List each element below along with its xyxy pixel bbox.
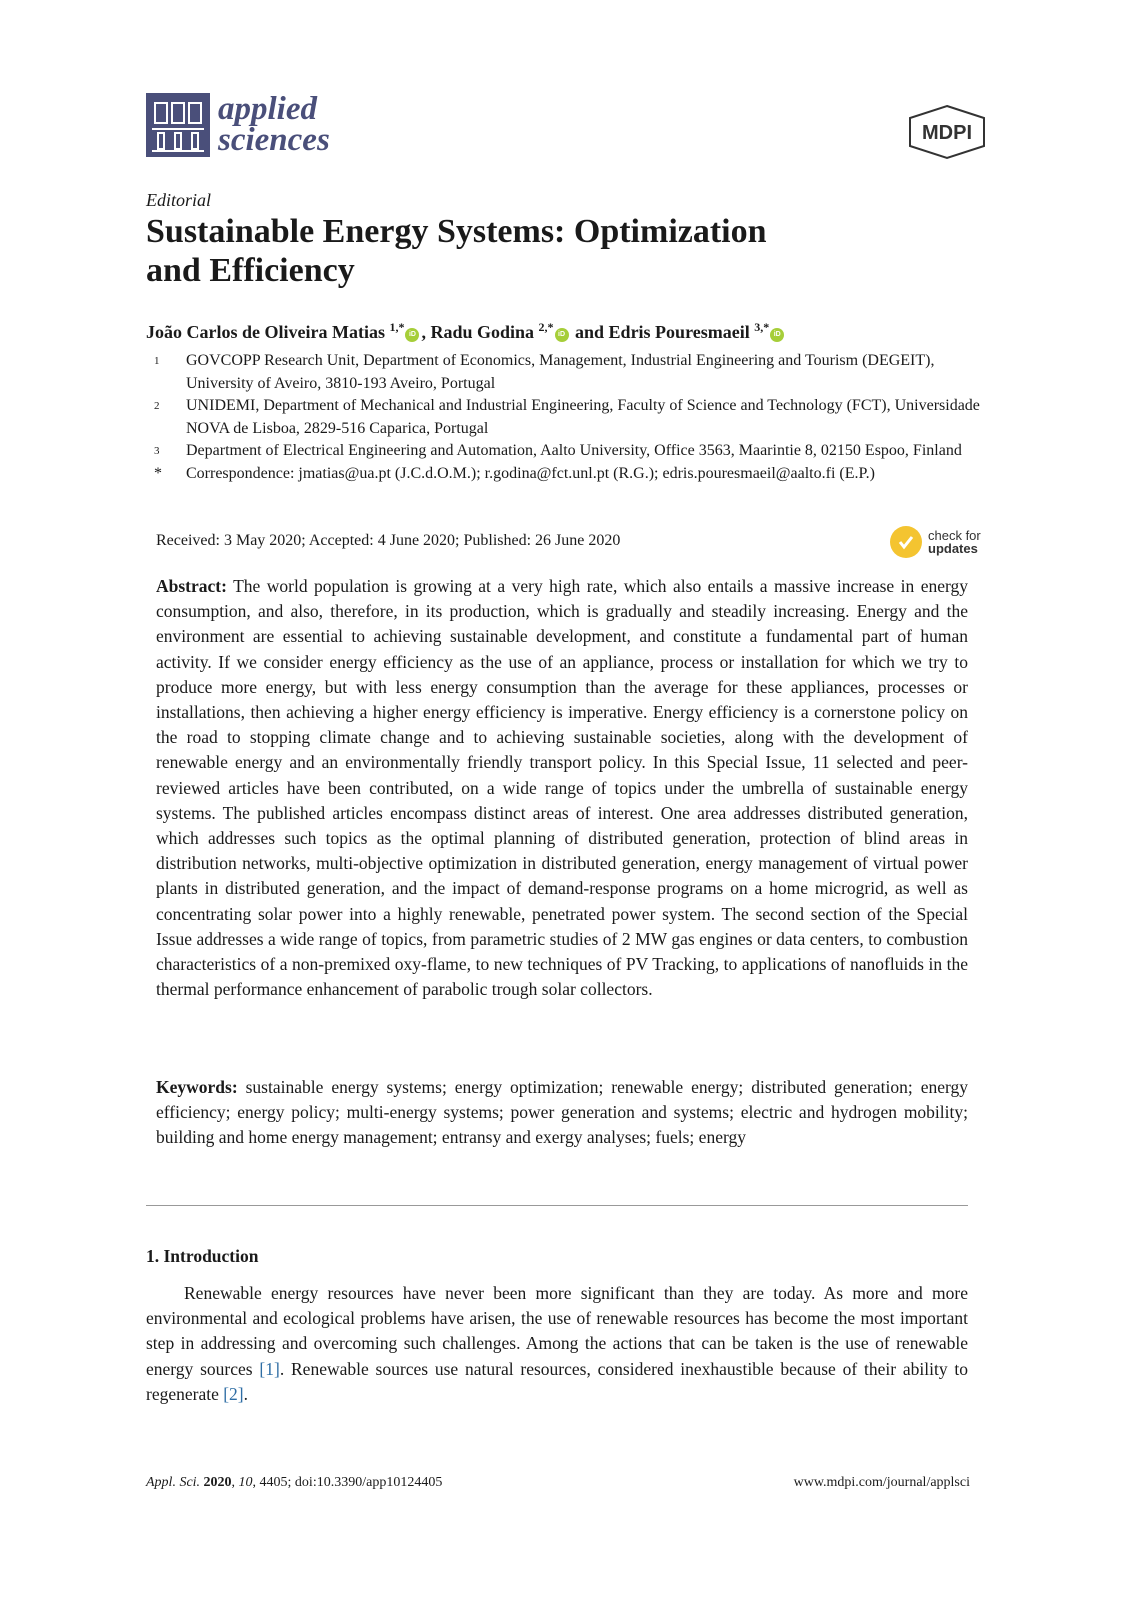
journal-url[interactable]: www.mdpi.com/journal/applsci [793,1475,970,1490]
author-name[interactable]: Edris Pouresmaeil [608,322,750,342]
author-conjunction: and [570,322,609,342]
check-for-updates-badge[interactable] [890,526,981,558]
author-affiliation-mark: 1,* [389,320,405,334]
citation-link[interactable]: [1] [259,1358,280,1379]
section-body [146,1281,968,1407]
author-affiliation-mark: 3,* [754,320,770,334]
abstract-text: The world population is growing at a very high rate, which also entails a massive increase in energy consumption, and also, therefore, in its production, which is gradually and steadily increasing. Energy and the environment are essential to achieving sustainable development, and constitute a fundamental part of human activity. If we consider energy efficiency as the use of an appliance, process or installation for which we try to produce more energy, but with less energy consumption than the average for these appliances, processes or installations, then achieving a higher energy efficiency is imperative. Energy efficiency is a cornerstone policy on the road to stopping climate change and to achieving sustainable societies, along with the development of renewable energy and an environmentally friendly transport policy. In this Special Issue, 11 selected and peer-reviewed articles have been contributed, on a wide range of topics under the umbrella of sustainable energy systems. The published articles encompass distinct areas of interest. One area addresses distributed generation, which addresses such topics as the optimal planning of distributed generation, protection of blind areas in distribution networks, multi-objective optimization in distributed generation, energy management of virtual power plants in distributed generation, and the impact of demand-response programs on a home microgrid, as well as concentrating solar power into a highly renewable, penetrated power system. The second section of the Special Issue addresses a wide range of topics, from parametric studies of 2 MW gas engines or data centers, to combustion characteristics of a non-premixed oxy-flame, to new techniques of PV Tracking, to applications of nanofluids in the thermal performance enhancement of parabolic trough solar collectors. [156,576,969,1000]
abstract [156,574,968,1002]
journal-name-line2: sciences [218,122,330,158]
keywords-text: sustainable energy systems; energy optimization; renewable energy; distributed generation; energy efficiency; energy policy; multi-energy systems; power generation and systems; electric and hydrogen mobility; building and home energy management; entransy and exergy analyses; fuels; energy [156,1077,968,1148]
footer-citation: Appl. Sci. 2020, 10, 4405; doi:10.3390/app10124405 [146,1475,443,1490]
article-title [146,212,906,290]
affiliation-list [154,350,994,485]
body-text: . [243,1383,249,1404]
author-list [146,320,786,343]
journal-mark-icon [146,93,210,157]
keywords [156,1075,968,1151]
updates-badge-text [928,529,981,555]
footer-year: 2020 [203,1475,232,1490]
orcid-icon[interactable]: iD [405,328,419,342]
journal-name-line1: applied [218,91,317,127]
orcid-icon[interactable]: iD [555,328,569,342]
citation-link[interactable]: [2] [223,1383,244,1404]
correspondence-text[interactable]: Correspondence: jmatias@ua.pt (J.C.d.O.M.); r.godina@fct.unl.pt (R.G.); edris.pouresmaeil@aalto.fi (E.P.) [186,464,875,482]
updates-badge-line2: updates [928,541,978,556]
updates-badge-line1: check for [928,528,981,543]
affiliation-item [154,440,994,463]
affiliation-number: 2 [154,400,160,412]
title-line-1: Sustainable Energy Systems: Optimization [146,213,767,250]
check-icon [890,526,922,558]
author-name[interactable]: João Carlos de Oliveira Matias [146,322,385,342]
mdpi-logo [906,104,988,160]
author-separator: , [421,322,431,342]
affiliation-item [154,350,994,395]
journal-name [218,91,330,158]
publication-dates: Received: 3 May 2020; Accepted: 4 June 2020; Published: 26 June 2020 [156,532,621,549]
journal-logo [146,92,346,158]
affiliation-text: GOVCOPP Research Unit, Department of Economics, Management, Industrial Engineering and Tourism (DEGEIT), University of Aveiro, 3810-193 Aveiro, Portugal [186,352,935,392]
affiliation-text: UNIDEMI, Department of Mechanical and Industrial Engineering, Faculty of Science and Technology (FCT), Universidade NOVA de Lisboa, 2829-516 Caparica, Portugal [186,397,980,437]
section-heading: 1. Introduction [146,1246,259,1266]
publisher-name: MDPI [922,122,972,144]
body-text: . Renewable sources use natural resources, considered inexhaustible because of their ability to regenerate [146,1358,968,1404]
body-text: Renewable energy resources have never been more significant than they are today. As more and more environmental and ecological problems have arisen, the use of renewable resources has become the most important step in addressing and overcoming such challenges. Among the actions that can be taken is the use of renewable energy sources [146,1283,968,1379]
author-name[interactable]: Radu Godina [430,322,535,342]
abstract-label: Abstract: [156,576,227,596]
affiliation-number: 1 [154,355,160,367]
author-affiliation-mark: 2,* [538,320,554,334]
affiliation-text: Department of Electrical Engineering and Automation, Aalto University, Office 3563, Maarintie 8, 02150 Espoo, Finland [186,442,962,459]
journal-abbrev: Appl. Sci. [146,1475,201,1490]
correspondence-mark: * [154,464,162,482]
affiliation-item [154,395,994,440]
affiliation-number: 3 [154,445,160,457]
footer-doi: , 4405; doi:10.3390/app10124405 [252,1475,443,1490]
title-line-2: and Efficiency [146,252,355,289]
keywords-label: Keywords: [156,1077,238,1097]
article-type: Editorial [146,190,212,210]
correspondence-item [154,463,994,486]
orcid-icon[interactable]: iD [770,328,784,342]
footer-volume: 10 [238,1475,253,1490]
section-divider [146,1205,968,1206]
